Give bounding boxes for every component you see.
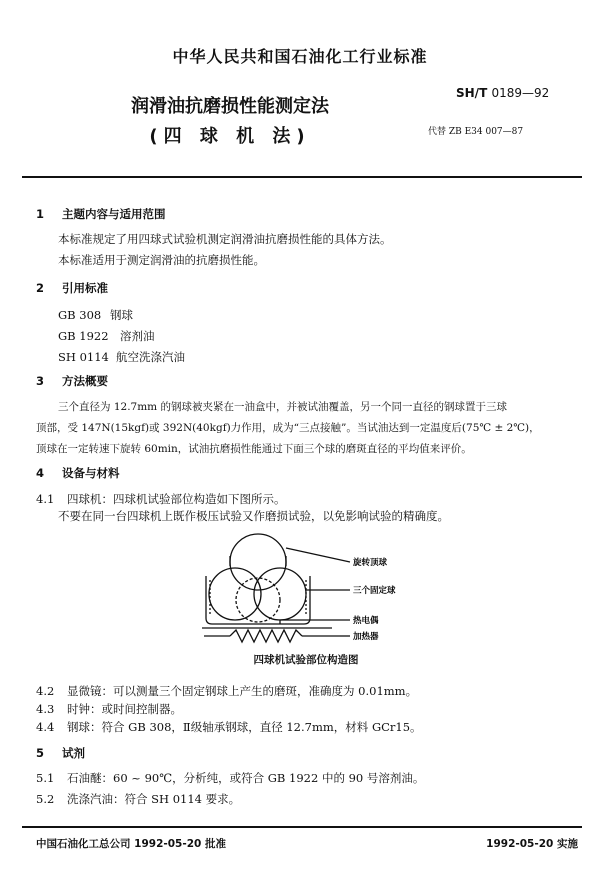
section-title: 方法概要 bbox=[62, 374, 108, 388]
clause-number: 4.3 bbox=[36, 702, 55, 716]
document-title bbox=[110, 92, 350, 152]
footer-divider bbox=[22, 826, 582, 828]
figure-caption: 四球机试验部位构造图 bbox=[253, 654, 359, 666]
clause-text: 四球机：四球机试验部位构造如下图所示。 bbox=[67, 492, 286, 506]
clause-4-3 bbox=[36, 701, 182, 717]
issuing-org-title: 中华人民共和国石油化工行业标准 bbox=[172, 47, 428, 66]
fixed-ball-shape bbox=[209, 568, 261, 620]
clause-number: 4.2 bbox=[36, 684, 55, 698]
reference-code: GB 308 bbox=[58, 308, 102, 322]
section-5-heading bbox=[36, 745, 85, 761]
four-ball-figure bbox=[200, 530, 600, 650]
clause-4-4 bbox=[36, 719, 422, 735]
section-title: 引用标准 bbox=[62, 281, 108, 295]
clause-text: 石油醚：60 ~ 90℃，分析纯，或符合 GB 1922 中的 90 号溶剂油。 bbox=[67, 771, 425, 785]
paragraph-line: 顶球在一定转速下旋转 60min，试油抗磨损性能通过下面三个球的磨斑直径的平均值来评价。 bbox=[36, 443, 472, 455]
reference-code: SH 0114 bbox=[58, 350, 109, 364]
paragraph-line: 顶部，受 147N(15kgf)或 392N(40kgf)力作用，成为“三点接触”。当试油达到一定温度后(75℃ ± 2℃)， bbox=[36, 422, 540, 434]
label-heater: 加热器 bbox=[353, 632, 379, 642]
standard-prefix: SH/T bbox=[456, 86, 488, 100]
implementation-note: 1992-05-20 实施 bbox=[486, 838, 578, 850]
reference-item bbox=[58, 347, 185, 368]
clause-4-1 bbox=[36, 491, 286, 507]
approval-note: 中国石油化工总公司 1992-05-20 批准 bbox=[36, 838, 226, 850]
clause-text: 显微镜：可以测量三个固定钢球上产生的磨斑，准确度为 0.01mm。 bbox=[67, 684, 418, 698]
section-title: 设备与材料 bbox=[62, 466, 120, 480]
fixed-ball-shape bbox=[254, 568, 306, 620]
reference-item bbox=[58, 305, 133, 326]
label-thermocouple: 热电偶 bbox=[353, 616, 379, 626]
paragraph-line: 三个直径为 12.7mm 的钢球被夹紧在一油盒中，并被试油覆盖，另一个同一直径的钢球置于三球 bbox=[58, 401, 507, 413]
clause-number: 5.2 bbox=[36, 792, 55, 806]
section-1-heading bbox=[36, 206, 166, 222]
clause-5-2 bbox=[36, 791, 240, 807]
clause-note: 不要在同一台四球机上既作极压试验又作磨损试验，以免影响试验的精确度。 bbox=[58, 509, 449, 523]
section-number: 3 bbox=[36, 374, 45, 388]
clause-number: 5.1 bbox=[36, 771, 55, 785]
section-number: 5 bbox=[36, 746, 45, 760]
replaces-note: 代替 ZB E34 007—87 bbox=[428, 127, 524, 137]
standard-number bbox=[456, 86, 549, 100]
header-divider bbox=[22, 176, 582, 178]
section-number: 2 bbox=[36, 281, 45, 295]
fixed-ball-shape bbox=[236, 578, 280, 622]
clause-number: 4.1 bbox=[36, 492, 55, 506]
reference-name: 航空洗涤汽油 bbox=[116, 350, 185, 364]
clause-4-2 bbox=[36, 683, 417, 699]
paragraph: 本标准规定了用四球式试验机测定润滑油抗磨损性能的具体方法。 bbox=[58, 232, 392, 246]
clause-number: 4.4 bbox=[36, 720, 55, 734]
section-title: 主题内容与适用范围 bbox=[62, 207, 166, 221]
section-number: 1 bbox=[36, 207, 45, 221]
reference-item bbox=[58, 326, 155, 347]
section-3-heading bbox=[36, 373, 108, 389]
paragraph: 本标准适用于测定润滑油的抗磨损性能。 bbox=[58, 253, 265, 267]
clause-5-1 bbox=[36, 770, 424, 786]
label-top-ball: 旋转顶球 bbox=[353, 558, 388, 568]
section-4-heading bbox=[36, 465, 120, 481]
section-number: 4 bbox=[36, 466, 45, 480]
clause-text: 钢球：符合 GB 308，Ⅱ级轴承钢球，直径 12.7mm，材料 GCr15。 bbox=[67, 720, 422, 734]
reference-name: 溶剂油 bbox=[120, 329, 155, 343]
standard-code: 0189—92 bbox=[491, 86, 550, 100]
section-title: 试剂 bbox=[62, 746, 85, 760]
section-2-heading bbox=[36, 280, 108, 296]
label-fixed-balls: 三个固定球 bbox=[353, 586, 396, 596]
title-line-1: 润滑油抗磨损性能测定法 bbox=[131, 96, 329, 117]
title-line-2: (四 球 机 法) bbox=[149, 126, 311, 147]
heater-coil-shape bbox=[230, 630, 302, 642]
clause-text: 洗涤汽油：符合 SH 0114 要求。 bbox=[67, 792, 241, 806]
reference-name: 钢球 bbox=[110, 308, 133, 322]
reference-code: GB 1922 bbox=[58, 329, 109, 343]
clause-text: 时钟：或时间控制器。 bbox=[67, 702, 182, 716]
